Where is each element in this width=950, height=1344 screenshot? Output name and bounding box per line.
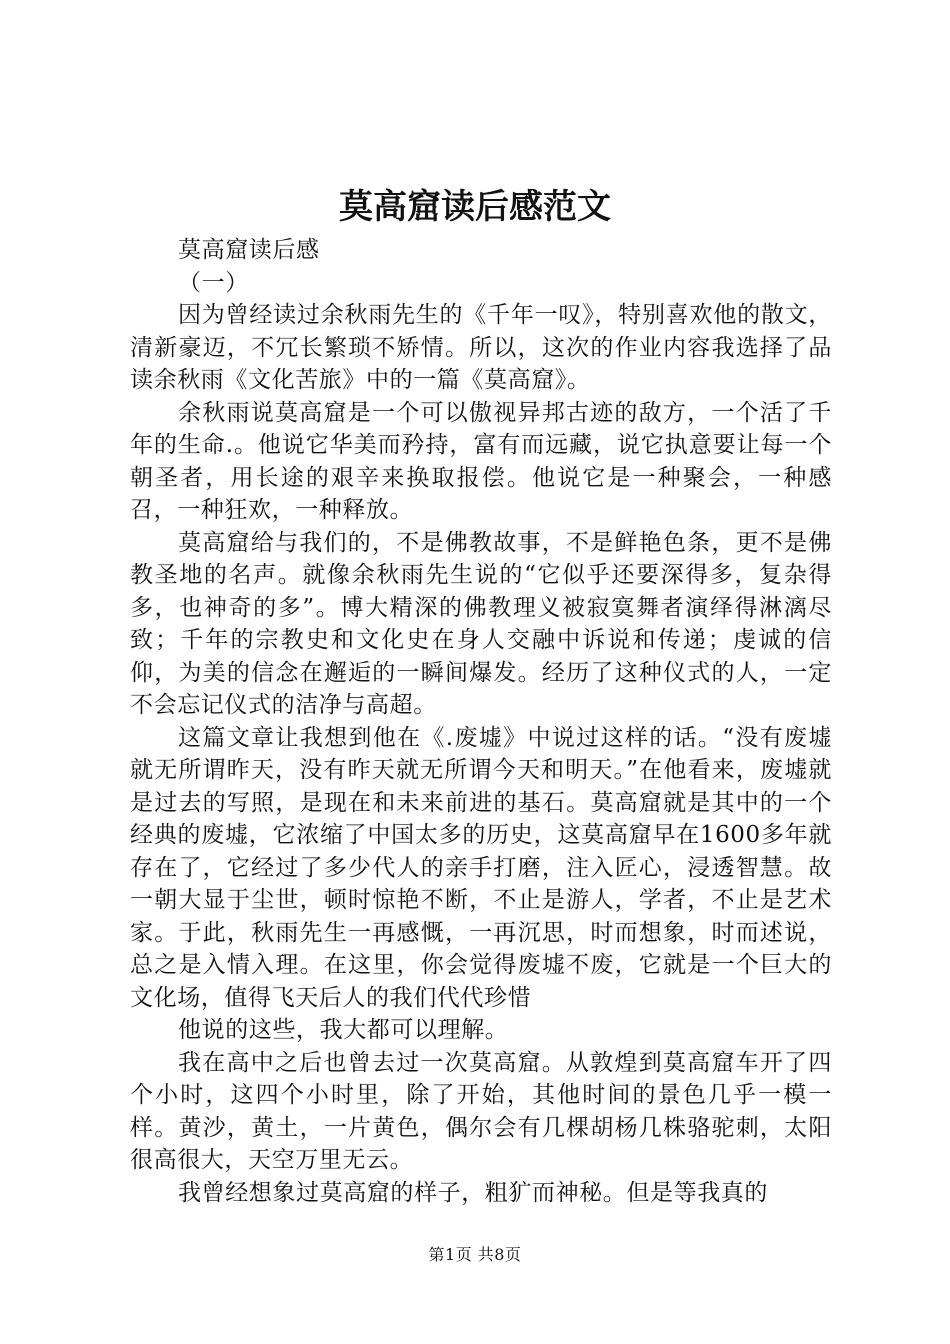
document-body xyxy=(130,234,832,1209)
paragraph: 这篇文章让我想到他在《.废墟》中说过这样的话。“没有废墟就无所谓昨天，没有昨天就无所谓今天和明天。”在他看来，废墟就是过去的写照，是现在和未来前进的基石。莫高窟就是其中的一个经典的废墟，它浓缩了中国太多的历史，这莫高窟早在1600多年就存在了，它经过了多少代人的亲手打磨，注入匠心，浸透智慧。故一朝大显于尘世，顿时惊艳不断，不止是游人，学者，不止是艺术家。于此，秋雨先生一再感慨，一再沉思，时而想象，时而述说，总之是入情入理。在这里，你会觉得废墟不废，它就是一个巨大的文化场，值得飞天后人的我们代代珍惜 xyxy=(130,724,832,1011)
paragraph-subtitle: 莫高窟读后感 xyxy=(178,237,320,263)
paragraph: 余秋雨说莫高窟是一个可以傲视异邦古迹的敌方，一个活了千年的生命.。他说它华美而矜持，富有而远藏，说它执意要让每一个朝圣者，用长途的艰辛来换取报偿。他说它是一种聚会，一种感召，一种狂欢，一种释放。 xyxy=(130,399,832,523)
paragraph: 我曾经想象过莫高窟的样子，粗犷而神秘。但是等我真的 xyxy=(178,1179,768,1206)
paragraph: 莫高窟给与我们的，不是佛教故事，不是鲜艳色条，更不是佛教圣地的名声。就像余秋雨先生说的“它似乎还要深得多，复杂得多，也神奇的多”。博大精深的佛教理义被寂寞舞者演绎得淋漓尽致；千年的宗教史和文化史在身人交融中诉说和传递；虔诚的信仰，为美的信念在邂逅的一瞬间爆发。经历了这种仪式的人，一定不会忘记仪式的洁净与高超。 xyxy=(130,529,832,718)
document-title: 莫高窟读后感范文 xyxy=(339,187,611,227)
paragraph: 因为曾经读过余秋雨先生的《千年一叹》，特别喜欢他的散文，清新豪迈，不冗长繁琐不矫情。所以，这次的作业内容我选择了品读余秋雨《文化苦旅》中的一篇《莫高窟》。 xyxy=(130,302,832,393)
page-number-footer: 第1页 共8页 xyxy=(428,1245,522,1264)
paragraph: 他说的这些，我大都可以理解。 xyxy=(178,1017,509,1043)
paragraph: 我在高中之后也曾去过一次莫高窟。从敦煌到莫高窟车开了四个小时，这四个小时里，除了开始，其他时间的景色几乎一模一样。黄沙，黄土，一片黄色，偶尔会有几棵胡杨几株骆驼刺，太阳很高很大，天空万里无云。 xyxy=(130,1049,832,1173)
paragraph-section-number: （一） xyxy=(178,269,249,296)
